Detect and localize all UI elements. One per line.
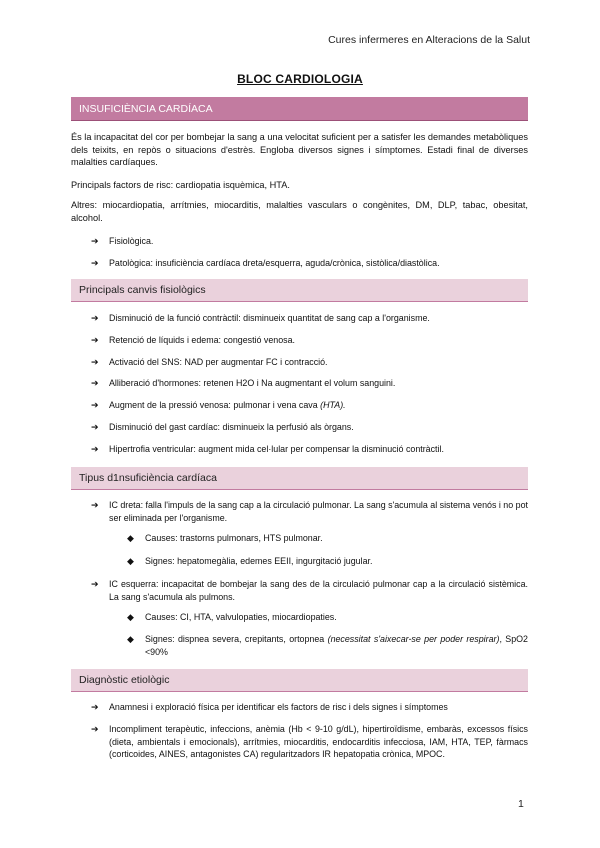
risk-factors-paragraph: Principals factors de risc: cardiopatia isquèmica, HTA. <box>71 180 290 190</box>
list-item: ➔ IC dreta: falla l'impuls de la sang cap a la circulació pulmonar. La sang s'acumula al sistema venós i no pot ser eliminada per l'organisme. <box>91 500 528 523</box>
list-item: ➔ Fisiològica. <box>91 236 154 246</box>
diamond-icon: ◆ <box>127 533 134 543</box>
arrow-icon: ➔ <box>91 444 99 454</box>
arrow-icon: ➔ <box>91 236 99 246</box>
arrow-icon: ➔ <box>91 378 99 388</box>
list-item: ➔ Patològica: insuficiència cardíaca dreta/esquerra, aguda/crònica, sistòlica/diastòlica. <box>91 258 440 268</box>
definition-paragraph: És la incapacitat del cor per bombejar la sang a una velocitat suficient per a satisfer les demandes metabòliques dels teixits, en repòs o situacions d'estrès. Engloba diversos signes i símptomes. Estadi final de diverses malalties cardíaques. <box>71 132 528 168</box>
list-item: ➔ Anamnesi i exploració física per identificar els factors de risc i dels signes i símptomes <box>91 702 448 712</box>
arrow-icon: ➔ <box>91 702 99 712</box>
sub-list-item: ◆ Signes: hepatomegàlia, edemes EEII, ingurgitació jugular. <box>127 556 373 566</box>
diamond-icon: ◆ <box>127 556 134 566</box>
arrow-icon: ➔ <box>91 500 99 510</box>
running-header: Cures infermeres en Alteracions de la Salut <box>328 34 530 46</box>
section-heading-tipus: Tipus d1nsuficiència cardíaca <box>71 467 528 490</box>
list-item: ➔ Disminució de la funció contràctil: disminueix quantitat de sang cap a l'organisme. <box>91 313 430 323</box>
arrow-icon: ➔ <box>91 422 99 432</box>
other-causes-paragraph: Altres: miocardiopatia, arrítmies, miocarditis, malalties vasculars o congènites, DM, DLP, tabac, obesitat, alcohol. <box>71 200 528 223</box>
list-item: ➔ Disminució del gast cardíac: disminueix la perfusió als òrgans. <box>91 422 354 432</box>
list-item: ➔ Alliberació d'hormones: retenen H2O i Na augmentant el volum sanguini. <box>91 378 396 388</box>
diamond-icon: ◆ <box>127 612 134 622</box>
list-item: ➔ Incompliment terapèutic, infeccions, anèmia (Hb < 9-10 g/dL), hipertiroïdisme, embaràs, excessos físics (dieta, ambientals i emocionals), arrítmies, miocarditis, endocarditis infecciosa, IAM, HTA, TEP, fàrmacs (corticoides, AINES, antagonistes CA) regularitzadors IR hepatopatia crònica, MPOC. <box>91 724 528 760</box>
arrow-icon: ➔ <box>91 258 99 268</box>
arrow-icon: ➔ <box>91 400 99 410</box>
list-item: ➔ IC esquerra: incapacitat de bombejar la sang des de la circulació pulmonar cap a la circulació sistèmica. La sang s'acumula als pulmons. <box>91 579 528 602</box>
list-item: ➔ Activació del SNS: NAD per augmentar FC i contracció. <box>91 357 328 367</box>
arrow-icon: ➔ <box>91 313 99 323</box>
list-item: ➔ Retenció de líquids i edema: congestió venosa. <box>91 335 295 345</box>
section-heading-diagnostic: Diagnòstic etiològic <box>71 669 528 692</box>
diamond-icon: ◆ <box>127 634 134 644</box>
sub-list-item: ◆ Causes: trastorns pulmonars, HTS pulmonar. <box>127 533 323 543</box>
arrow-icon: ➔ <box>91 579 99 589</box>
arrow-icon: ➔ <box>91 724 99 734</box>
arrow-icon: ➔ <box>91 335 99 345</box>
arrow-icon: ➔ <box>91 357 99 367</box>
document-title: BLOC CARDIOLOGIA <box>237 72 363 86</box>
list-item: ➔ Hipertrofia ventricular: augment mida cel·lular per compensar la disminució contràctil. <box>91 444 444 454</box>
page-number: 1 <box>518 798 524 810</box>
section-heading-canvis: Principals canvis fisiològics <box>71 279 528 302</box>
sub-list-item: ◆ Signes: dispnea severa, crepitants, ortopnea (necessitat s'aixecar-se per poder respirar), SpO2 <90% <box>127 634 528 657</box>
sub-list-item: ◆ Causes: CI, HTA, valvulopaties, miocardiopaties. <box>127 612 337 622</box>
list-item: ➔ Augment de la pressió venosa: pulmonar i vena cava (HTA). <box>91 400 346 410</box>
section-heading-insuficiencia: INSUFICIÈNCIA CARDÍACA <box>71 97 528 121</box>
